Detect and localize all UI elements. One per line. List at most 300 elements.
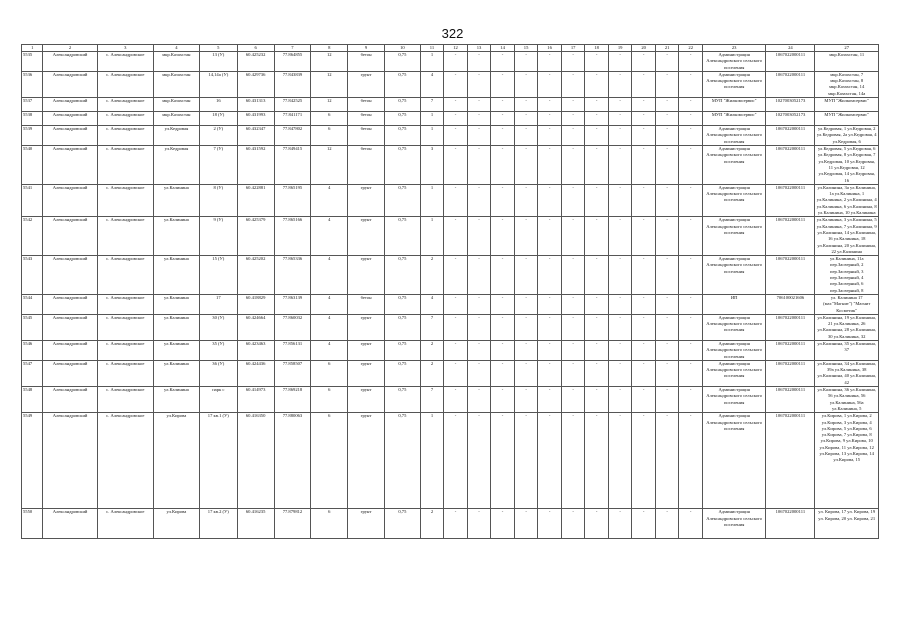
table-cell: - [467, 314, 491, 340]
table-cell: 0,75 [384, 340, 420, 360]
table-cell: с. Александровское [97, 52, 153, 72]
table-cell: - [538, 217, 562, 256]
table-cell: - [655, 413, 679, 509]
table-cell: 13 (У) [199, 52, 237, 72]
table-cell: ул.Калинина, 19 ул.Калинина, 21 ул.Калинина, 26 ул.Калинина, 28 ул.Калинина, 30 ул.Калинина, 32 [815, 314, 879, 340]
table-cell: ул.Калинина [153, 217, 199, 256]
table-cell: ул.Кедровая, 5 ул.Кедровая, 6 ул.Кедровая, 8 ул.Кедровая, 7 ул.Кедровая, 10 ул.Кедровая, 11 ул.Кедровая, 12 ул.Кедровая, 14 ул.Кедровая, 16 [815, 146, 879, 185]
column-number-header: 9 [348, 45, 385, 52]
table-cell: - [608, 360, 632, 386]
table-cell: Александровский [43, 71, 97, 97]
table-cell: 60.416350 [237, 413, 274, 509]
table-row [22, 146, 879, 185]
table-cell: МУП "Жилкомсервис" [702, 98, 765, 112]
table-cell: 36 (У) [199, 360, 237, 386]
table-cell: Администрация Александровского сельского поселения [702, 413, 765, 509]
table-cell: - [491, 387, 515, 413]
table-cell: Администрация Александровского сельского поселения [702, 314, 765, 340]
table-cell: - [444, 509, 468, 539]
table-cell: - [655, 184, 679, 216]
table-cell: 1067022000111 [766, 52, 815, 72]
table-cell: 5538 [22, 112, 43, 126]
table-cell: 4 [420, 71, 444, 97]
table-cell: 6 [311, 360, 348, 386]
table-cell: 0,75 [384, 71, 420, 97]
column-number-header: 14 [491, 45, 515, 52]
table-cell: 60.425232 [237, 52, 274, 72]
table-cell: с. Александровское [97, 387, 153, 413]
table-cell: 5545 [22, 314, 43, 340]
table-cell: грунт [348, 340, 385, 360]
table-cell: - [444, 126, 468, 146]
table-cell: 0,75 [384, 112, 420, 126]
table-cell: 60.414973 [237, 387, 274, 413]
table-cell: - [467, 360, 491, 386]
table-row [22, 98, 879, 112]
table-cell: - [632, 146, 656, 185]
table-cell: 77.865336 [274, 256, 311, 295]
table-cell: - [514, 340, 538, 360]
table-row [22, 184, 879, 216]
column-number-header: 7 [274, 45, 311, 52]
table-cell: с. Александровское [97, 509, 153, 539]
table-cell: - [561, 314, 585, 340]
table-row [22, 340, 879, 360]
table-cell: - [608, 314, 632, 340]
table-cell: 0,75 [384, 217, 420, 256]
table-cell: - [632, 509, 656, 539]
table-cell: Александровский [43, 360, 97, 386]
table-cell: 4 [311, 314, 348, 340]
table-cell: - [561, 387, 585, 413]
table-cell: Александровский [43, 112, 97, 126]
table-cell: 706100021606 [766, 294, 815, 314]
table-cell: - [561, 360, 585, 386]
table-cell: - [561, 340, 585, 360]
table-cell: - [444, 146, 468, 185]
table-cell: с. Александровское [97, 217, 153, 256]
table-cell: ул.Калинина, 11а пер.Заозерный, 2 пер.Заозерный, 3 пер.Заозерный, 4 пер.Заозерный, 6 пер.Заозерный, 8 [815, 256, 879, 295]
table-cell: - [467, 340, 491, 360]
table-cell: - [538, 387, 562, 413]
table-cell: - [444, 71, 468, 97]
table-cell: Администрация Александровского сельского поселения [702, 340, 765, 360]
table-cell: - [491, 340, 515, 360]
table-cell: 1067022000111 [766, 126, 815, 146]
table-cell: - [561, 126, 585, 146]
table-cell: - [491, 71, 515, 97]
table-cell: 77.864855 [274, 52, 311, 72]
table-cell: - [514, 256, 538, 295]
table-cell: ул.Калинина, 36 ул.Калинина, 56 ул.Калинина, 56 ул.Калинина, 56а ул.Калинина, 5 [815, 387, 879, 413]
table-cell: - [585, 340, 609, 360]
table-cell: 5543 [22, 256, 43, 295]
table-cell: - [632, 256, 656, 295]
table-cell: 60.431592 [237, 146, 274, 185]
table-cell: - [514, 112, 538, 126]
table-cell: 2 [420, 340, 444, 360]
table-cell: - [491, 314, 515, 340]
table-cell: - [655, 98, 679, 112]
table-cell: 3 [420, 146, 444, 185]
table-cell: 7 [420, 387, 444, 413]
table-cell: - [467, 217, 491, 256]
table-row [22, 52, 879, 72]
table-cell: 1067022000111 [766, 217, 815, 256]
table-cell: 5549 [22, 413, 43, 509]
table-cell: - [491, 112, 515, 126]
table-cell: 6 [311, 509, 348, 539]
table-cell: 0,75 [384, 256, 420, 295]
table-cell: - [679, 52, 703, 72]
table-cell: - [679, 71, 703, 97]
table-cell: 5550 [22, 509, 43, 539]
table-cell: - [679, 146, 703, 185]
table-row [22, 126, 879, 146]
table-cell: - [444, 413, 468, 509]
table-cell: - [632, 71, 656, 97]
column-number-header: 21 [655, 45, 679, 52]
table-cell: 5544 [22, 294, 43, 314]
table-cell: - [444, 184, 468, 216]
table-cell: 0,75 [384, 314, 420, 340]
table-cell: - [444, 112, 468, 126]
table-cell: 12 [311, 98, 348, 112]
table-cell: Александровский [43, 98, 97, 112]
table-cell: Администрация Александровского сельского поселения [702, 360, 765, 386]
table-cell: - [444, 98, 468, 112]
table-cell: 0,75 [384, 184, 420, 216]
table-cell: - [538, 184, 562, 216]
table-cell: 77.879812 [274, 509, 311, 539]
table-cell: - [538, 294, 562, 314]
table-cell: - [655, 360, 679, 386]
table-cell: - [538, 340, 562, 360]
table-cell: 1067022000111 [766, 340, 815, 360]
table-header-row [22, 45, 879, 52]
table-cell: 0,75 [384, 360, 420, 386]
table-cell: - [608, 340, 632, 360]
table-cell: Администрация Александровского сельского поселения [702, 217, 765, 256]
table-cell: 77.880063 [274, 413, 311, 509]
table-cell: 77.863139 [274, 294, 311, 314]
table-cell: - [467, 98, 491, 112]
table-cell: - [538, 256, 562, 295]
column-number-header: 6 [237, 45, 274, 52]
table-cell: бетон [348, 146, 385, 185]
table-cell: Александровский [43, 184, 97, 216]
table-cell: - [608, 98, 632, 112]
column-number-header: 22 [679, 45, 703, 52]
table-cell: - [444, 387, 468, 413]
table-cell: 4 [311, 184, 348, 216]
table-cell: 2 (У) [199, 126, 237, 146]
table-cell: 5548 [22, 387, 43, 413]
table-cell: 0,75 [384, 126, 420, 146]
table-cell: - [467, 387, 491, 413]
page-number: 322 [441, 26, 464, 41]
table-cell: Администрация Александровского сельского поселения [702, 126, 765, 146]
table-cell: - [585, 217, 609, 256]
table-cell: - [608, 184, 632, 216]
table-cell: Александровский [43, 146, 97, 185]
table-cell: 1067022000111 [766, 146, 815, 185]
column-number-header: 24 [766, 45, 815, 52]
table-cell: - [444, 360, 468, 386]
column-number-header: 12 [444, 45, 468, 52]
table-cell: 12 [311, 52, 348, 72]
table-cell: ул.Калинина [153, 184, 199, 216]
table-cell: - [679, 294, 703, 314]
table-cell: ул.Кедровая [153, 126, 199, 146]
table-cell: - [561, 184, 585, 216]
table-cell: Александровский [43, 52, 97, 72]
table-cell: - [655, 112, 679, 126]
table-cell: 1067022000111 [766, 509, 815, 539]
table-cell: 2 [420, 509, 444, 539]
table-cell: мкр.Казахстан [153, 71, 199, 97]
table-cell: - [514, 413, 538, 509]
table-cell: - [538, 509, 562, 539]
table-cell: МУП "Жилкомсервис" [702, 112, 765, 126]
table-cell: - [655, 52, 679, 72]
table-cell: - [538, 52, 562, 72]
column-number-header: 27 [815, 45, 879, 52]
table-cell: с. Александровское [97, 314, 153, 340]
table-cell: 6 [311, 387, 348, 413]
table-cell: 4 [311, 340, 348, 360]
table-cell: - [538, 112, 562, 126]
table-cell: - [655, 146, 679, 185]
table-cell: - [585, 387, 609, 413]
table-cell: - [561, 52, 585, 72]
table-cell: - [467, 52, 491, 72]
table-cell: 5540 [22, 146, 43, 185]
table-cell: - [632, 98, 656, 112]
table-cell: 77.856131 [274, 340, 311, 360]
table-cell: - [608, 217, 632, 256]
table-cell: ул.Кирова [153, 509, 199, 539]
column-number-header: 10 [384, 45, 420, 52]
table-cell: Александровский [43, 126, 97, 146]
table-cell: бетон [348, 294, 385, 314]
table-cell: 77.841171 [274, 112, 311, 126]
table-cell: 17 [199, 294, 237, 314]
table-cell: 60.416235 [237, 509, 274, 539]
table-cell: - [561, 256, 585, 295]
table-cell: 1027003052173 [766, 98, 815, 112]
table-cell: - [491, 360, 515, 386]
table-cell: - [585, 52, 609, 72]
table-cell: 1027003052173 [766, 112, 815, 126]
table-cell: - [467, 413, 491, 509]
table-cell: - [444, 217, 468, 256]
table-cell: грунт [348, 509, 385, 539]
table-cell: - [632, 387, 656, 413]
table-cell: - [608, 146, 632, 185]
table-cell: - [444, 294, 468, 314]
table-row [22, 217, 879, 256]
table-cell: 7 [420, 314, 444, 340]
table-row [22, 112, 879, 126]
table-cell: - [632, 184, 656, 216]
table-cell: ул.Калинина [153, 360, 199, 386]
column-number-header: 4 [153, 45, 199, 52]
column-number-header: 11 [420, 45, 444, 52]
table-cell: - [679, 314, 703, 340]
table-cell: 7 [420, 98, 444, 112]
table-cell: - [467, 126, 491, 146]
table-cell: - [467, 184, 491, 216]
table-cell: 60.432347 [237, 126, 274, 146]
table-cell: грунт [348, 217, 385, 256]
table-cell: - [679, 360, 703, 386]
table-cell: 60.424664 [237, 314, 274, 340]
table-cell: - [679, 112, 703, 126]
table-cell: - [632, 112, 656, 126]
table-cell: ул.Калинина, 3а ул.Калинина, 1а ул.Калинина, 1 ул.Калинина, 2 ул.Калинина, 4 ул.Калинина, 6 ул.Калинина, 8 ул.Калинина, 10 ул.Калинина [816, 184, 877, 216]
column-number-header: 23 [702, 45, 765, 52]
table-cell: - [585, 413, 609, 509]
table-cell: - [679, 340, 703, 360]
table-cell: - [679, 256, 703, 295]
table-cell: - [538, 360, 562, 386]
table-cell: ул.Кирова, 1 ул.Кирова, 2 ул.Кирова, 3 ул.Кирова, 4 ул.Кирова, 5 ул.Кирова, 6 ул.Кирова, 7 ул.Кирова, 8 ул.Кирова, 9 ул.Кирова, 10 ул.Кирова, 11 ул.Кирова, 12 ул.Кирова, 13 ул.Кирова, 14 ул.Кирова, 15 [815, 413, 879, 509]
table-cell: 77.869218 [274, 387, 311, 413]
table-cell: 12 [311, 146, 348, 185]
table-cell: - [561, 112, 585, 126]
table-cell: - [514, 52, 538, 72]
table-cell: ул.Калинина, 3 ул.Калинина, 5 ул.Калинина, 7 ул.Калинина, 9 ул.Калинина, 14 ул.Калинина, 16 ул.Калинина, 18 ул.Калинина, 20 ул.Калинина, 22 ул.Калинина [816, 217, 877, 254]
table-cell: 0,75 [384, 146, 420, 185]
table-cell: - [514, 146, 538, 185]
column-number-header: 16 [538, 45, 562, 52]
table-cell: 14,14а (У) [199, 71, 237, 97]
table-cell: - [467, 294, 491, 314]
table-cell: 77.865195 [274, 184, 311, 216]
table-row [22, 509, 879, 539]
table-cell: - [514, 314, 538, 340]
waste-site-registry-table [21, 44, 879, 539]
table-cell: - [514, 71, 538, 97]
table-cell: 77.865166 [274, 217, 311, 256]
table-cell: - [514, 98, 538, 112]
table-cell: ул.Калинина [153, 387, 199, 413]
table-cell: 60.429736 [237, 71, 274, 97]
table-cell: - [561, 217, 585, 256]
table-cell: - [585, 184, 609, 216]
table-cell: - [514, 387, 538, 413]
table-cell: - [561, 98, 585, 112]
column-number-header: 2 [43, 45, 97, 52]
table-cell: - [655, 256, 679, 295]
table-cell: 1067022000111 [766, 387, 815, 413]
column-number-header: 19 [608, 45, 632, 52]
column-number-header: 1 [22, 45, 43, 52]
table-cell: 1067022000111 [766, 314, 815, 340]
table-cell: - [538, 71, 562, 97]
table-cell: с. Александровское [97, 146, 153, 185]
table-cell: - [491, 146, 515, 185]
table-cell: - [585, 71, 609, 97]
table-cell: ул.Калинина, 35 ул.Калинина, 37 [815, 340, 879, 360]
table-cell: - [491, 52, 515, 72]
table-cell: грунт [348, 413, 385, 509]
table-cell: 6 [311, 413, 348, 509]
column-number-header: 3 [97, 45, 153, 52]
table-cell: - [608, 509, 632, 539]
table-cell: 1 [420, 217, 444, 256]
table-cell: - [608, 112, 632, 126]
table-cell: - [467, 71, 491, 97]
table-cell: 5537 [22, 98, 43, 112]
table-cell: - [444, 52, 468, 72]
table-cell: 5541 [22, 184, 43, 216]
table-cell: - [561, 146, 585, 185]
table-row [22, 294, 879, 314]
table-cell: - [632, 413, 656, 509]
table-cell: - [585, 360, 609, 386]
table-cell: - [491, 294, 515, 314]
table-cell: 16 [199, 98, 237, 112]
table-cell: - [632, 294, 656, 314]
table-cell: с. Александровское [97, 126, 153, 146]
table-row [22, 314, 879, 340]
table-cell: 8 (У) [199, 184, 237, 216]
column-number-header: 5 [199, 45, 237, 52]
table-cell: Александровский [43, 256, 97, 295]
table-cell: - [655, 71, 679, 97]
table-row [22, 71, 879, 97]
table-cell: мкр.Казахстан [153, 112, 199, 126]
table-cell: 1067022000111 [766, 413, 815, 509]
table-cell: - [632, 314, 656, 340]
table-cell: 2 [420, 256, 444, 295]
table-cell: - [679, 98, 703, 112]
column-number-header: 8 [311, 45, 348, 52]
table-cell: - [491, 509, 515, 539]
table-cell: - [491, 126, 515, 146]
table-cell: Александровский [43, 413, 97, 509]
table-cell: - [538, 126, 562, 146]
table-cell: 0,75 [384, 413, 420, 509]
table-cell: - [514, 184, 538, 216]
table-cell: 6 [311, 126, 348, 146]
table-cell: - [679, 126, 703, 146]
table-cell: 60.431993 [237, 112, 274, 126]
table-cell: - [585, 314, 609, 340]
table-cell: - [538, 314, 562, 340]
table-cell: МУП "Жилкомсервис" [815, 112, 879, 126]
table-cell: 4 [311, 217, 348, 256]
table-cell: с. Александровское [97, 71, 153, 97]
table-cell: - [655, 126, 679, 146]
table-cell: - [632, 52, 656, 72]
table-cell: 5539 [22, 126, 43, 146]
table-cell: с. Александровское [97, 184, 153, 216]
table-cell: - [585, 509, 609, 539]
table-cell: грунт [348, 184, 385, 216]
table-cell: грунт [348, 256, 385, 295]
table-cell: - [655, 387, 679, 413]
table-cell: 60.418829 [237, 294, 274, 314]
table-cell: с. Александровское [97, 256, 153, 295]
table-cell: бетон [348, 112, 385, 126]
table-cell: Александровский [43, 340, 97, 360]
table-cell: грунт [348, 314, 385, 340]
table-cell: ул.Калинина [153, 294, 199, 314]
table-cell: 35 (У) [199, 340, 237, 360]
